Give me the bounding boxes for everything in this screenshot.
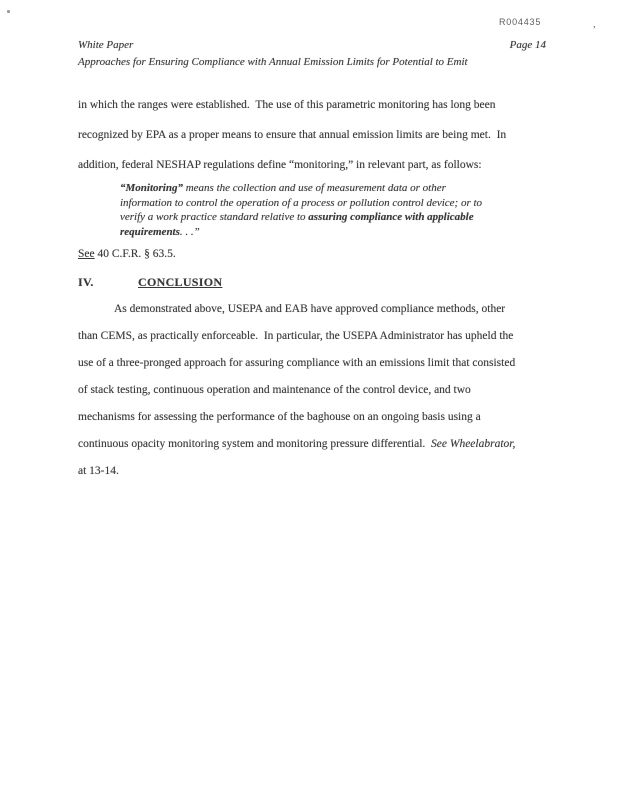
section-number: IV. [78,275,94,289]
bates-stamp: R004435 [499,17,542,27]
conclusion-paragraph: As demonstrated above, USEPA and EAB have approved compliance methods, other than CEMS, as practically enforceable. In particular, the USEPA Administrator has upheld the use of a three-pronged approach for assuring compliance with an emissions limit that consisted of stack testing, continuous operation and maintenance of the control device, and two mechanisms for assessing the performance of the baghouse on an ongoing basis using a continuous opacity monitoring system and monitoring pressure differential. See Wheelabrator, at 13-14. [78,303,516,477]
section-heading [78,275,222,290]
regulatory-quote: “Monitoring” means the collection and use of measurement data or other information to control the operation of a process or pollution control device; or to verify a work practice standard relative to assuring compliance with applicable requirements. . .” [120,182,483,238]
scan-artifact-speck [7,10,10,13]
scan-artifact-mark: , [593,18,596,30]
document-header [78,38,546,69]
citation: See 40 C.F.R. § 63.5. [78,248,176,260]
header-page-number: Page 14 [509,39,546,51]
intro-paragraph: in which the ranges were established. The use of this parametric monitoring has long been recognized by EPA as a proper means to ensure that annual emission limits are being met. In addition, federal NESHAP regulations define “monitoring,” in relevant part, as follows: [78,99,507,171]
section-title: CONCLUSION [138,275,223,289]
header-title: White Paper [78,39,134,51]
header-subtitle: Approaches for Ensuring Compliance with Annual Emission Limits for Potential to Emit [78,56,468,68]
